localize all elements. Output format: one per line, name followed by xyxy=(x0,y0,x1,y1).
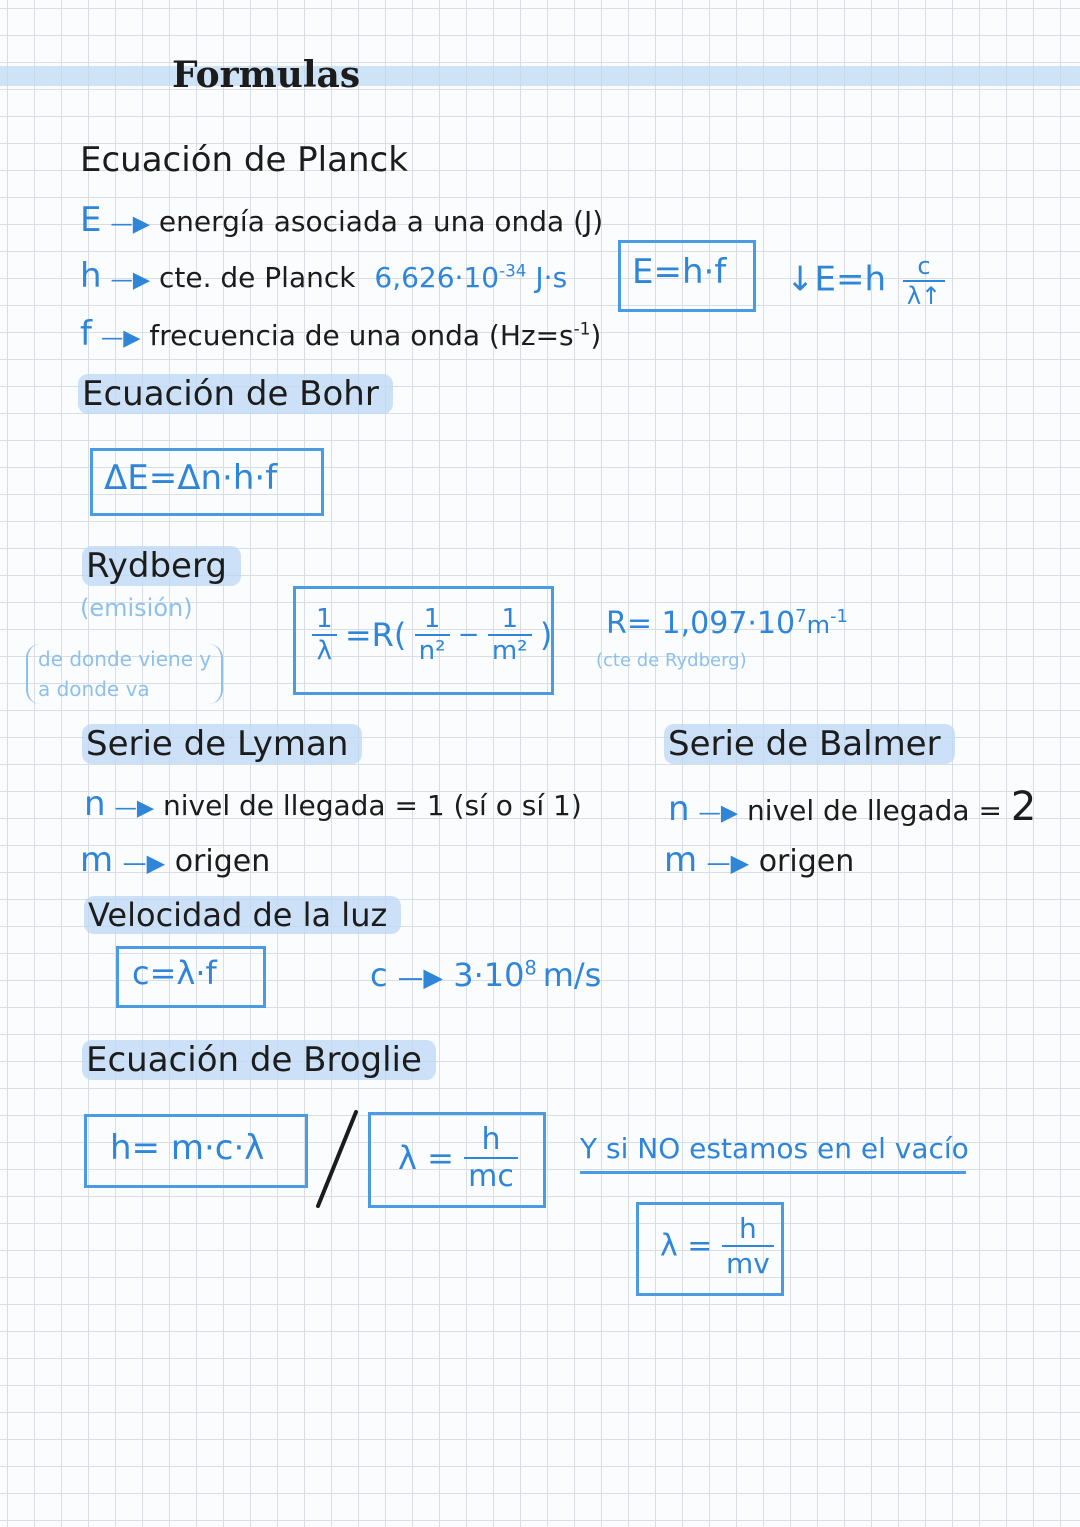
section-heading-bohr: Ecuación de Bohr xyxy=(78,374,393,414)
page-title: Formulas xyxy=(172,54,361,96)
section-heading-planck: Ecuación de Planck xyxy=(80,140,408,180)
rydberg-constant: $R= 1,097\cdot 10^7m^{-1}$ xyxy=(606,606,848,641)
planck-row-frequency: f —▶ frecuencia de una onda $(Hz=s^{-1})$ xyxy=(80,314,602,354)
broglie-formula1: h= m·c·λ xyxy=(110,1128,265,1168)
balmer-m-row: m —▶ origen xyxy=(664,840,855,880)
section-heading-light-speed: Velocidad de la luz xyxy=(84,896,401,934)
slash-divider xyxy=(312,1108,362,1212)
section-heading-lyman: Serie de Lyman xyxy=(82,724,362,764)
light-formula: c=λ·f xyxy=(132,954,217,992)
planck-formula: E=h·f xyxy=(632,252,727,292)
arrow-icon: —▶ xyxy=(114,795,155,821)
rydberg-constant-label: (cte de Rydberg) xyxy=(596,650,747,671)
arrow-icon: —▶ xyxy=(706,849,750,877)
planck-row-constant: h —▶ cte. de Planck $6,626\cdot 10^{-34}$ J·s xyxy=(80,256,568,296)
lyman-m-row: m —▶ origen xyxy=(80,840,271,880)
arrow-icon: —▶ xyxy=(100,325,141,351)
vacuum-note: Y si NO estamos en el vacío xyxy=(580,1132,966,1174)
light-speed-value: c —▶ $3\cdot 10^8$ m/s xyxy=(370,956,602,994)
arrow-icon: —▶ xyxy=(110,211,151,237)
rydberg-note: de donde viene y a donde va xyxy=(26,644,223,704)
bohr-formula: ΔE=Δn·h·f xyxy=(104,458,278,498)
arrow-icon: —▶ xyxy=(397,963,444,993)
planck-row-energy: E —▶ energía asociada a una onda (J) xyxy=(80,200,604,240)
broglie-formula3: λ = $\frac{h}{mv}$ xyxy=(660,1212,774,1280)
arrow-icon: —▶ xyxy=(110,267,151,293)
planck-relation: ↓E=h $\frac{c}{\lambda↑}$ xyxy=(786,252,945,310)
rydberg-subtitle: (emisión) xyxy=(80,594,193,622)
arrow-icon: —▶ xyxy=(698,800,739,826)
broglie-formula2: λ = $\frac{h}{mc}$ xyxy=(398,1122,518,1194)
section-heading-balmer: Serie de Balmer xyxy=(664,724,955,764)
rydberg-formula: $\frac{1}{\lambda}$ =R( $\frac{1}{\text{n²}}$ − $\frac{1}{\text{m²}}$ ) xyxy=(312,604,552,666)
section-heading-broglie: Ecuación de Broglie xyxy=(82,1040,436,1080)
balmer-n-row: n —▶ nivel de llegada = 2 xyxy=(668,784,1037,830)
section-heading-rydberg: Rydberg xyxy=(82,546,241,586)
title-highlight-bar xyxy=(0,66,1080,86)
lyman-n-row: n —▶ nivel de llegada = 1 (sí o sí 1) xyxy=(84,784,582,824)
arrow-icon: —▶ xyxy=(122,849,166,877)
